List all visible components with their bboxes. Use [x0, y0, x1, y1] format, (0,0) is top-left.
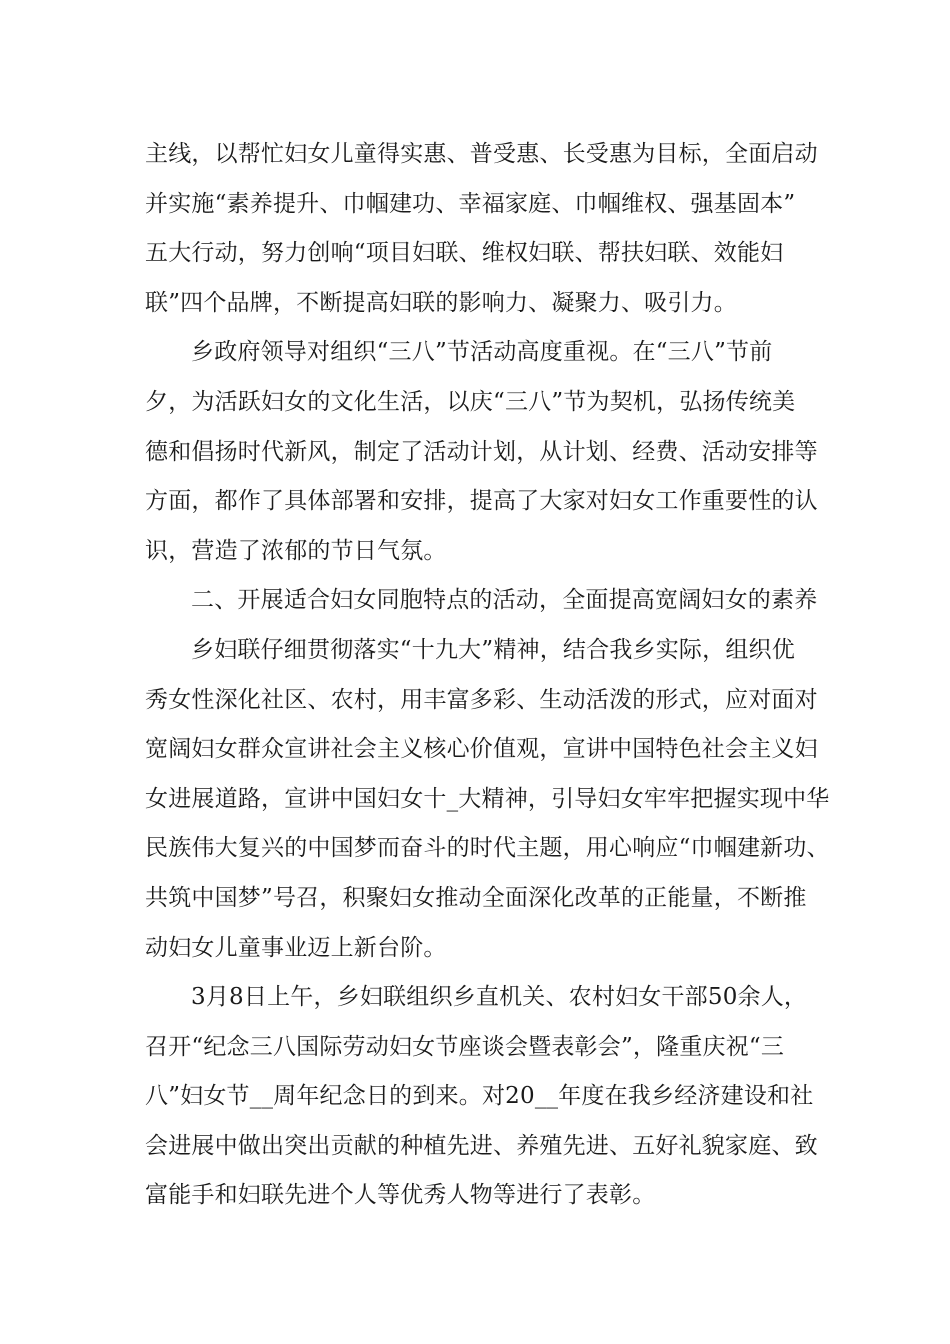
text-line: 动妇女儿童事业迈上新台阶。 [145, 934, 447, 961]
text-line: 女进展道路，宣讲中国妇女十_大精神，引导妇女牢牢把握实现中华 [145, 785, 830, 812]
text-line: 联”四个品牌，不断提高妇联的影响力、凝聚力、吸引力。 [145, 289, 737, 316]
text-line: 共筑中国梦”号召，积聚妇女推动全面深化改革的正能量，不断推 [145, 884, 807, 911]
text-line: 会进展中做出突出贡献的种植先进、养殖先进、五好礼貌家庭、致 [145, 1132, 818, 1159]
text-line: 并实施“素养提升、巾帼建功、幸福家庭、巾帼维权、强基固本” [145, 190, 796, 217]
text-line: 富能手和妇联先进个人等优秀人物等进行了表彰。 [145, 1182, 656, 1209]
text-line: 宽阔妇女群众宣讲社会主义核心价值观，宣讲中国特色社会主义妇 [145, 736, 818, 763]
document-body [145, 130, 835, 1221]
text-line: 夕，为活跃妇女的文化生活，以庆“三八”节为契机，弘扬传统美 [145, 388, 796, 415]
text-line: 秀女性深化社区、农村，用丰富多彩、生动活泼的形式，应对面对 [145, 686, 818, 713]
text-line: 德和倡扬时代新风，制定了活动计划，从计划、经费、活动安排等 [145, 438, 818, 465]
text-line: 召开“纪念三八国际劳动妇女节座谈会暨表彰会”，隆重庆祝“三 [145, 1033, 785, 1060]
text-line: 乡妇联仔细贯彻落实“十九大”精神，结合我乡实际，组织优 [191, 636, 795, 663]
text-line: 乡政府领导对组织“三八”节活动高度重视。在“三八”节前 [191, 339, 773, 366]
text-line: 方面，都作了具体部署和安排，提高了大家对妇女工作重要性的认 [145, 488, 818, 515]
text-line: 识，营造了浓郁的节日气氛。 [145, 537, 447, 564]
text-line: 3月8日上午，乡妇联组织乡直机关、农村妇女干部50余人， [191, 984, 808, 1011]
section-heading: 二、开展适合妇女同胞特点的活动，全面提高宽阔妇女的素养 [191, 587, 818, 614]
text-line: 民族伟大复兴的中国梦而奋斗的时代主题，用心响应“巾帼建新功、 [145, 835, 830, 862]
text-line: 八”妇女节__周年纪念日的到来。对20__年度在我乡经济建设和社 [145, 1083, 814, 1110]
text-line: 五大行动，努力创响“项目妇联、维权妇联、帮扶妇联、效能妇 [145, 240, 784, 267]
text-line: 主线，以帮忙妇女儿童得实惠、普受惠、长受惠为目标，全面启动 [145, 141, 818, 167]
